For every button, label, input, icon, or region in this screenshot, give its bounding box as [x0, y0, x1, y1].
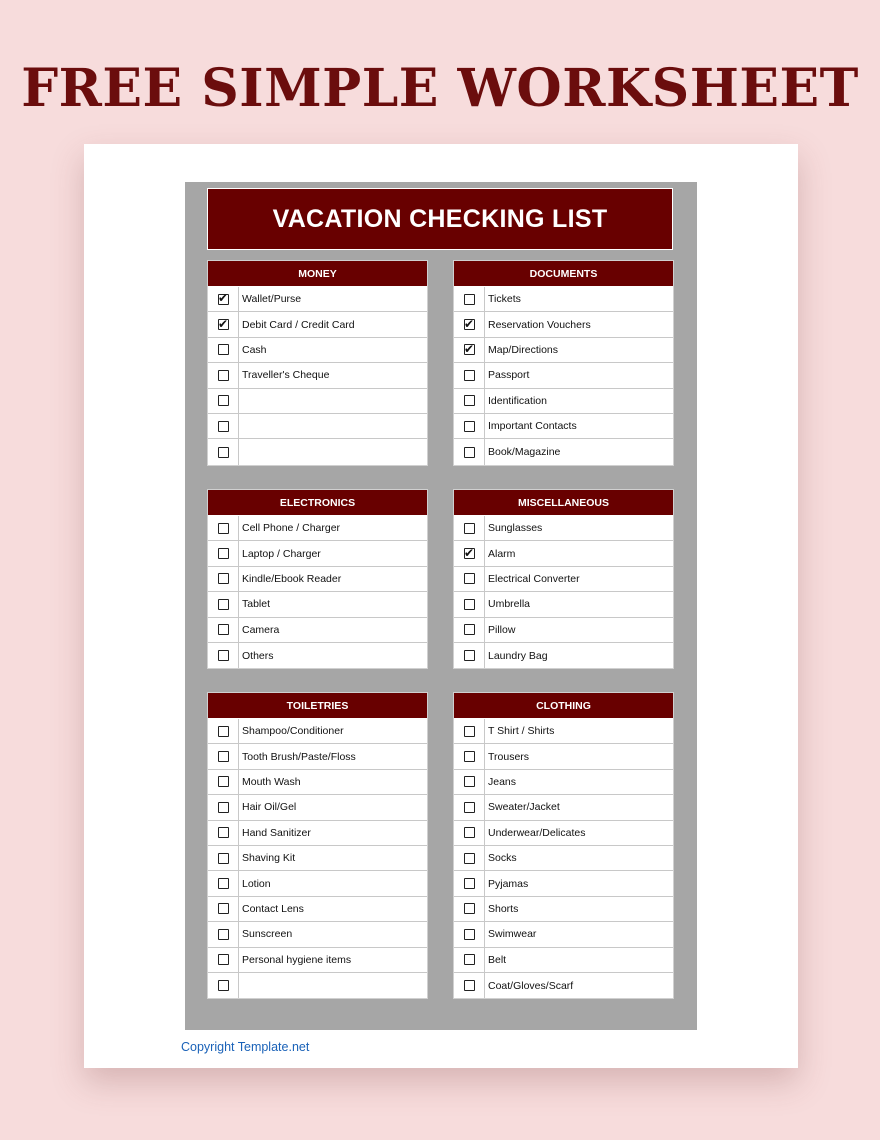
checkbox-cell: [208, 871, 239, 895]
checklist-row: [454, 287, 673, 312]
checkbox-unchecked[interactable]: [218, 650, 229, 661]
checkbox-unchecked[interactable]: [464, 294, 475, 305]
checklist-row: [208, 287, 427, 312]
checkbox-cell: [454, 719, 485, 743]
item-label: Sweater/Jacket: [488, 801, 560, 814]
checkbox-cell: [208, 922, 239, 946]
item-label: Tickets: [488, 293, 521, 306]
checklist-row: [454, 922, 673, 947]
checkbox-cell: [454, 973, 485, 998]
section-documents: [453, 260, 674, 466]
checkbox-checked[interactable]: [464, 548, 475, 559]
checkbox-cell: [208, 618, 239, 642]
checkbox-unchecked[interactable]: [218, 344, 229, 355]
section-header: MONEY: [208, 261, 427, 287]
checkbox-cell: [454, 414, 485, 438]
checkbox-cell: [454, 592, 485, 616]
checklist-row: [208, 618, 427, 643]
item-label: Book/Magazine: [488, 446, 561, 459]
checkbox-cell: [454, 922, 485, 946]
checkbox-cell: [208, 389, 239, 413]
checkbox-cell: [208, 338, 239, 362]
section-money: [207, 260, 428, 466]
checkbox-cell: [454, 439, 485, 464]
checkbox-unchecked[interactable]: [218, 523, 229, 534]
checkbox-unchecked[interactable]: [218, 573, 229, 584]
checkbox-unchecked[interactable]: [218, 853, 229, 864]
checkbox-cell: [208, 821, 239, 845]
section-toiletries: [207, 692, 428, 999]
checkbox-unchecked[interactable]: [464, 878, 475, 889]
checkbox-unchecked[interactable]: [218, 878, 229, 889]
checkbox-cell: [454, 821, 485, 845]
checkbox-cell: [454, 846, 485, 870]
checkbox-cell: [454, 643, 485, 668]
checklist-row: [208, 363, 427, 388]
checkbox-checked[interactable]: [218, 319, 229, 330]
item-label: Traveller's Cheque: [242, 369, 330, 382]
checkbox-unchecked[interactable]: [464, 827, 475, 838]
checklist-row: [208, 973, 427, 998]
checkbox-cell: [454, 770, 485, 794]
item-label: Umbrella: [488, 598, 531, 611]
checklist-row: [454, 973, 673, 998]
checklist-row: [208, 643, 427, 668]
checkbox-cell: [208, 287, 239, 311]
checklist-row: [454, 592, 673, 617]
checkbox-unchecked[interactable]: [218, 980, 229, 991]
checkbox-checked[interactable]: [464, 319, 475, 330]
checklist-row: [208, 439, 427, 464]
checkbox-unchecked[interactable]: [218, 395, 229, 406]
worksheet-paper: [84, 144, 798, 1068]
item-label: Tablet: [242, 598, 271, 611]
checkbox-unchecked[interactable]: [218, 599, 229, 610]
checklist-row: [208, 795, 427, 820]
item-label: Wallet/Purse: [242, 293, 302, 306]
checkbox-cell: [454, 287, 485, 311]
checkbox-cell: [454, 744, 485, 768]
checklist-row: [208, 744, 427, 769]
checkbox-cell: [208, 770, 239, 794]
item-label: Swimwear: [488, 928, 537, 941]
checkbox-cell: [208, 973, 239, 998]
item-label: Hand Sanitizer: [242, 826, 311, 839]
checklist-title: VACATION CHECKING LIST: [207, 188, 673, 250]
item-label: Socks: [488, 852, 517, 865]
checklist-row: [454, 744, 673, 769]
checkbox-unchecked[interactable]: [464, 447, 475, 458]
item-label: [239, 973, 242, 998]
checkbox-unchecked[interactable]: [218, 447, 229, 458]
checkbox-unchecked[interactable]: [218, 802, 229, 813]
checkbox-cell: [208, 795, 239, 819]
checklist-row: [454, 516, 673, 541]
checklist-row: [454, 389, 673, 414]
checklist-row: [208, 338, 427, 363]
item-label: Pillow: [488, 623, 516, 636]
item-label: Pyjamas: [488, 877, 529, 890]
section-header: CLOTHING: [454, 693, 673, 719]
checkbox-cell: [454, 948, 485, 972]
item-label: Tooth Brush/Paste/Floss: [242, 750, 356, 763]
checklist-row: [208, 516, 427, 541]
checkbox-unchecked[interactable]: [464, 523, 475, 534]
item-label: Jeans: [488, 775, 517, 788]
checklist-row: [454, 795, 673, 820]
checklist-row: [454, 414, 673, 439]
checkbox-cell: [208, 312, 239, 336]
checkbox-unchecked[interactable]: [218, 370, 229, 381]
checkbox-cell: [454, 618, 485, 642]
checkbox-cell: [208, 592, 239, 616]
item-label: [239, 414, 242, 438]
section-header: MISCELLANEOUS: [454, 490, 673, 516]
item-label: Sunscreen: [242, 928, 293, 941]
item-label: Personal hygiene items: [242, 953, 352, 966]
section-clothing: [453, 692, 674, 999]
checklist-row: [454, 541, 673, 566]
checklist-row: [454, 846, 673, 871]
checkbox-cell: [208, 643, 239, 668]
checkbox-unchecked[interactable]: [464, 980, 475, 991]
checkbox-cell: [454, 567, 485, 591]
checkbox-unchecked[interactable]: [464, 370, 475, 381]
checkbox-unchecked[interactable]: [464, 802, 475, 813]
item-label: Mouth Wash: [242, 775, 301, 788]
checkbox-unchecked[interactable]: [464, 421, 475, 432]
checkbox-unchecked[interactable]: [464, 776, 475, 787]
checkbox-unchecked[interactable]: [218, 776, 229, 787]
checkbox-unchecked[interactable]: [464, 624, 475, 635]
checklist-row: [208, 719, 427, 744]
checkbox-unchecked[interactable]: [464, 751, 475, 762]
checklist-row: [208, 821, 427, 846]
checkbox-unchecked[interactable]: [218, 929, 229, 940]
page-heading: FREE SIMPLE WORKSHEET: [21, 58, 859, 119]
copyright-link[interactable]: Copyright Template.net: [181, 1040, 310, 1054]
checklist-row: [208, 567, 427, 592]
item-label: Alarm: [488, 547, 516, 560]
item-label: Belt: [488, 953, 507, 966]
checklist-row: [454, 338, 673, 363]
checkbox-unchecked[interactable]: [218, 624, 229, 635]
checkbox-cell: [454, 795, 485, 819]
section-miscellaneous: [453, 489, 674, 669]
checklist-row: [208, 922, 427, 947]
checkbox-cell: [208, 516, 239, 540]
checkbox-unchecked[interactable]: [464, 599, 475, 610]
item-label: T Shirt / Shirts: [488, 725, 555, 738]
item-label: Lotion: [242, 877, 271, 890]
item-label: Kindle/Ebook Reader: [242, 572, 342, 585]
checklist-row: [208, 312, 427, 337]
checkbox-unchecked[interactable]: [218, 954, 229, 965]
checkbox-cell: [454, 363, 485, 387]
item-label: Passport: [488, 369, 530, 382]
section-header: ELECTRONICS: [208, 490, 427, 516]
item-label: Debit Card / Credit Card: [242, 318, 355, 331]
item-label: Contact Lens: [242, 902, 304, 915]
checkbox-unchecked[interactable]: [464, 903, 475, 914]
item-label: Important Contacts: [488, 420, 577, 433]
checkbox-checked[interactable]: [218, 294, 229, 305]
checkbox-unchecked[interactable]: [464, 573, 475, 584]
item-label: Shampoo/Conditioner: [242, 725, 344, 738]
checkbox-cell: [454, 312, 485, 336]
checkbox-unchecked[interactable]: [464, 853, 475, 864]
checklist-sheet: [185, 182, 697, 1030]
checkbox-unchecked[interactable]: [218, 548, 229, 559]
checklist-row: [208, 948, 427, 973]
checklist-row: [208, 541, 427, 566]
checkbox-cell: [454, 897, 485, 921]
section-header: TOILETRIES: [208, 693, 427, 719]
checkbox-unchecked[interactable]: [464, 929, 475, 940]
checklist-row: [454, 948, 673, 973]
checklist-row: [454, 770, 673, 795]
checkbox-cell: [208, 897, 239, 921]
checkbox-unchecked[interactable]: [464, 954, 475, 965]
checklist-row: [208, 389, 427, 414]
checkbox-cell: [208, 948, 239, 972]
checkbox-cell: [454, 338, 485, 362]
checkbox-cell: [454, 516, 485, 540]
item-label: Sunglasses: [488, 522, 543, 535]
checklist-row: [454, 618, 673, 643]
item-label: Cash: [242, 343, 267, 356]
checklist-row: [454, 821, 673, 846]
item-label: Laundry Bag: [488, 649, 548, 662]
item-label: Map/Directions: [488, 343, 559, 356]
checkbox-unchecked[interactable]: [464, 395, 475, 406]
checkbox-cell: [454, 871, 485, 895]
checkbox-cell: [208, 541, 239, 565]
checkbox-unchecked[interactable]: [464, 726, 475, 737]
checkbox-cell: [454, 541, 485, 565]
item-label: Camera: [242, 623, 280, 636]
section-header: DOCUMENTS: [454, 261, 673, 287]
checklist-row: [208, 414, 427, 439]
checklist-row: [454, 363, 673, 388]
item-label: Hair Oil/Gel: [242, 801, 297, 814]
checkbox-unchecked[interactable]: [218, 726, 229, 737]
checkbox-unchecked[interactable]: [464, 650, 475, 661]
item-label: Underwear/Delicates: [488, 826, 586, 839]
checklist-row: [454, 439, 673, 464]
checkbox-unchecked[interactable]: [218, 903, 229, 914]
section-electronics: [207, 489, 428, 669]
checkbox-cell: [208, 414, 239, 438]
checkbox-cell: [454, 389, 485, 413]
item-label: Identification: [488, 394, 547, 407]
checkbox-cell: [208, 744, 239, 768]
item-label: Others: [242, 649, 274, 662]
item-label: [239, 389, 242, 413]
item-label: Shorts: [488, 902, 519, 915]
checklist-row: [208, 770, 427, 795]
item-label: [239, 439, 242, 464]
checkbox-unchecked[interactable]: [218, 421, 229, 432]
item-label: Reservation Vouchers: [488, 318, 591, 331]
checklist-row: [208, 592, 427, 617]
checkbox-cell: [208, 363, 239, 387]
checklist-row: [208, 846, 427, 871]
item-label: Trousers: [488, 750, 530, 763]
checkbox-unchecked[interactable]: [218, 827, 229, 838]
checkbox-cell: [208, 567, 239, 591]
checklist-row: [454, 643, 673, 668]
checkbox-cell: [208, 719, 239, 743]
item-label: Electrical Converter: [488, 572, 580, 585]
checkbox-cell: [208, 439, 239, 464]
checkbox-cell: [208, 846, 239, 870]
checklist-row: [454, 312, 673, 337]
checklist-row: [454, 567, 673, 592]
checklist-row: [454, 719, 673, 744]
item-label: Shaving Kit: [242, 852, 296, 865]
item-label: Cell Phone / Charger: [242, 522, 341, 535]
checklist-row: [454, 871, 673, 896]
checkbox-unchecked[interactable]: [218, 751, 229, 762]
checklist-row: [454, 897, 673, 922]
checklist-row: [208, 871, 427, 896]
item-label: Coat/Gloves/Scarf: [488, 979, 574, 992]
checklist-row: [208, 897, 427, 922]
item-label: Laptop / Charger: [242, 547, 321, 560]
checkbox-checked[interactable]: [464, 344, 475, 355]
